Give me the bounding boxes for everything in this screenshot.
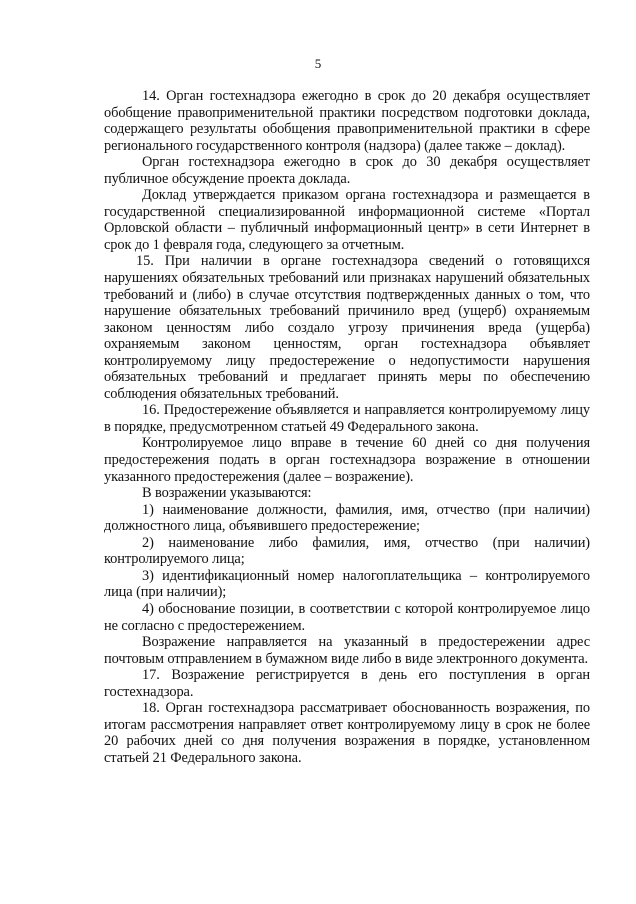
paragraph-17-objection-registration: 17. Возражение регистрируется в день его поступления в орган гостехнадзора. <box>104 667 590 700</box>
list-item-position-justification: 4) обоснование позиции, в соответствии с которой контролируемое лицо не согласно с предостережением. <box>104 600 590 634</box>
paragraph-objection-delivery: Возражение направляется на указанный в предостережении адрес почтовым отправлением в бумажном виде либо в виде электронного документа. <box>104 634 590 667</box>
list-item-official-name: 1) наименование должности, фамилия, имя, отчество (при наличии) должностного лица, объявившего предостережение; <box>104 501 590 535</box>
page-number: 5 <box>314 56 322 71</box>
list-item-taxpayer-number: 3) идентификационный номер налогоплательщика – контролируемого лица (при наличии); <box>104 567 590 601</box>
document-body <box>104 88 590 766</box>
paragraph-14-summary-report: 14. Орган гостехнадзора ежегодно в срок до 20 декабря осуществляет обобщение правоприменительной практики посредством подготовки доклада, содержащего результаты обобщения правоприменительной практики в сфере регионального государственного контроля (надзора) (далее также – доклад). <box>104 88 590 154</box>
paragraph-16-warning-issued: 16. Предостережение объявляется и направляется контролируемому лицу в порядке, предусмотренном статьей 49 Федерального закона. <box>104 402 590 435</box>
paragraph-objection-right: Контролируемое лицо вправе в течение 60 дней со дня получения предостережения подать в орган гостехнадзора возражение в отношении указанного предостережения (далее – возражение). <box>104 435 590 485</box>
paragraph-public-discussion: Орган гостехнадзора ежегодно в срок до 30 декабря осуществляет публичное обсуждение проекта доклада. <box>104 154 590 187</box>
paragraph-report-approval: Доклад утверждается приказом органа гостехнадзора и размещается в государственной специализированной информационной системе «Портал Орловской области – публичный информационный центр» в сети Интернет в срок до 1 февраля года, следующего за отчетным. <box>104 187 590 253</box>
paragraph-15-warning-grounds: 15. При наличии в органе гостехнадзора сведений о готовящихся нарушениях обязательных требований или признаках нарушений обязательных требований и (либо) в случае отсутствия подтвержденных данных о том, что нарушение обязательных требований причинило вред (ущерб) охраняемым законом ценностям либо создало угрозу причинения вреда (ущерба) охраняемым законом ценностям, орган гостехнадзора объявляет контролируемому лицу предостережение о недопустимости нарушения обязательных требований и предлагает принять меры по обеспечению соблюдения обязательных требований. <box>104 253 590 402</box>
paragraph-objection-contents-intro: В возражении указываются: <box>142 485 312 502</box>
list-item-controlled-person-name: 2) наименование либо фамилия, имя, отчество (при наличии) контролируемого лица; <box>104 534 590 568</box>
paragraph-18-objection-review: 18. Орган гостехнадзора рассматривает обоснованность возражения, по итогам рассмотрения направляет ответ контролируемому лицу в срок не более 20 рабочих дней со дня получения возражения в порядке, установленном статьей 21 Федерального закона. <box>104 700 590 766</box>
